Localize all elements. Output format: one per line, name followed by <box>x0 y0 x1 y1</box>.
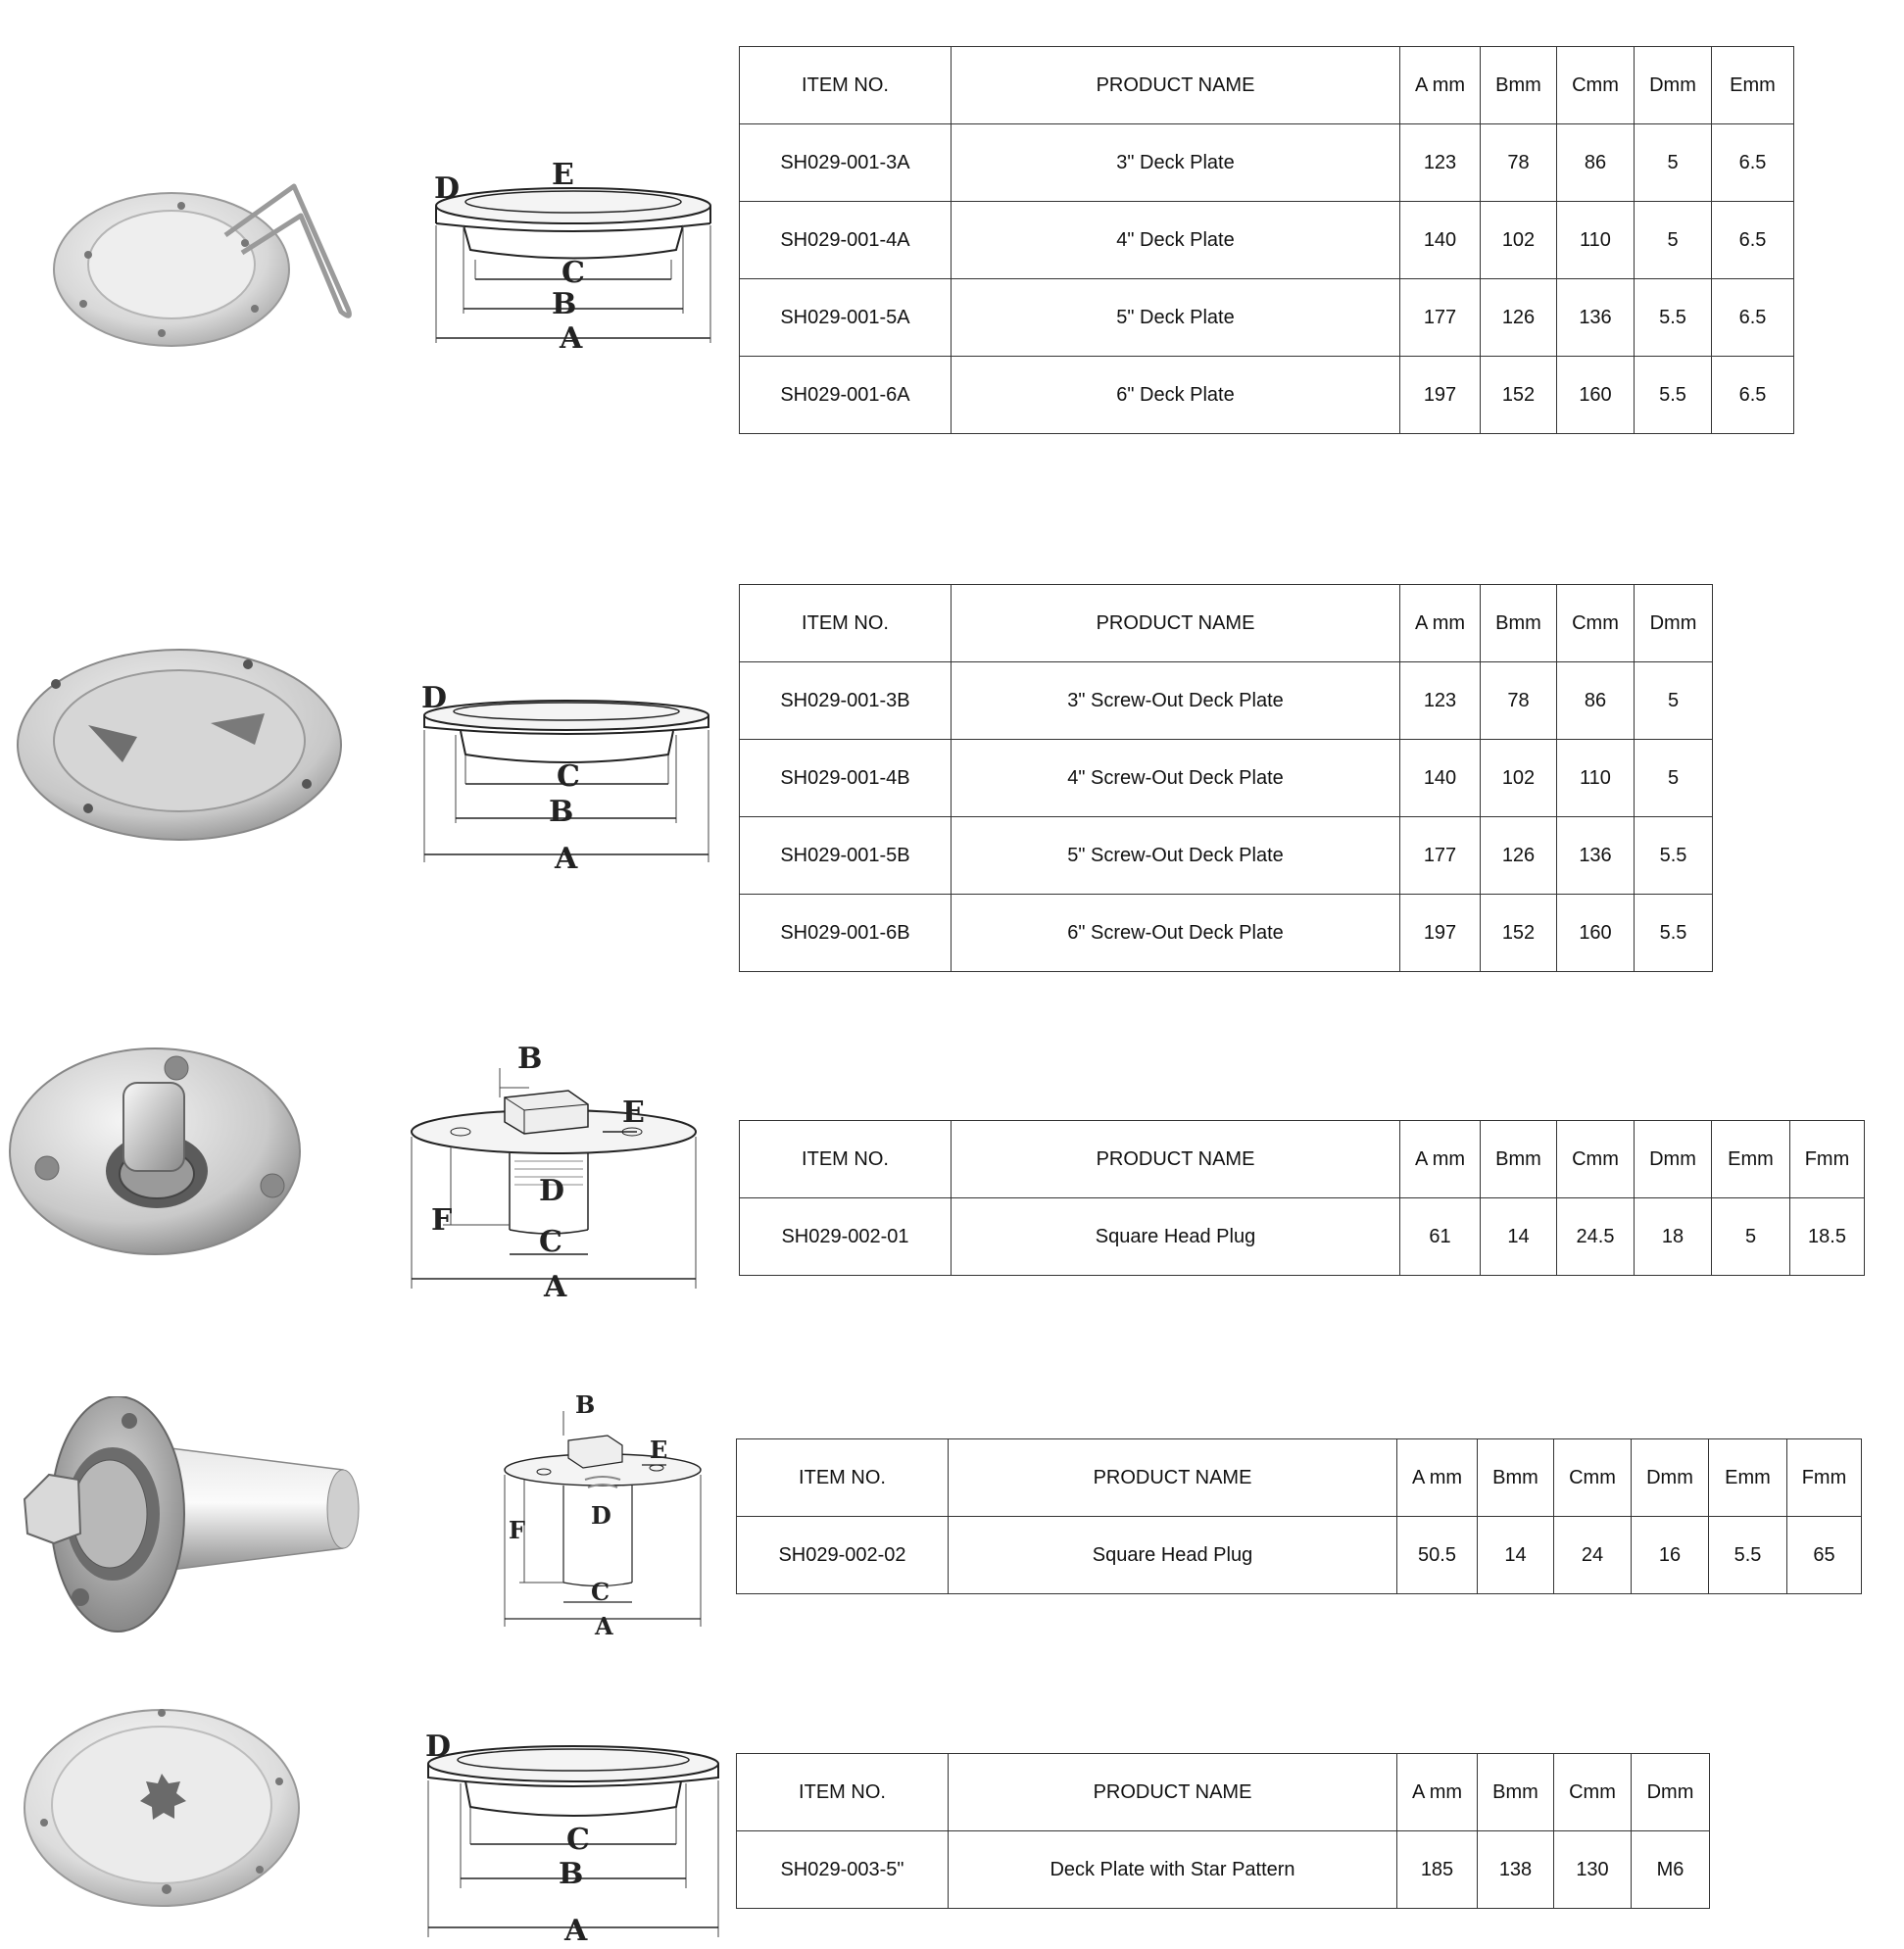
star-deck-plate-dimension-drawing-icon <box>412 1727 725 1944</box>
table-cell: Square Head Plug <box>952 1198 1400 1276</box>
table-cell: 110 <box>1557 740 1635 817</box>
table-row <box>737 1517 1862 1594</box>
table-cell: 6.5 <box>1712 357 1794 434</box>
header-cell: Emm <box>1712 47 1794 124</box>
table-cell: SH029-001-4A <box>740 202 952 279</box>
table-header-row <box>740 47 1794 124</box>
table-cell: 197 <box>1400 895 1481 972</box>
table-cell: 197 <box>1400 357 1481 434</box>
header-cell: Bmm <box>1481 1121 1557 1198</box>
header-cell: Cmm <box>1554 1754 1632 1831</box>
table-cell: 102 <box>1481 202 1557 279</box>
header-cell: A mm <box>1397 1754 1478 1831</box>
header-cell: ITEM NO. <box>737 1754 949 1831</box>
table-cell: 86 <box>1557 124 1635 202</box>
table-cell: 5.5 <box>1635 279 1712 357</box>
spec-table-long-square-head-plug <box>736 1438 1862 1594</box>
dimension-label-b: B <box>575 1391 596 1419</box>
dimension-label-d: D <box>591 1501 611 1530</box>
table-cell: 3" Deck Plate <box>952 124 1400 202</box>
header-cell: Cmm <box>1554 1439 1632 1517</box>
dimension-label-c: C <box>591 1578 610 1606</box>
table-row <box>740 662 1713 740</box>
dimension-label-b: B <box>559 1857 584 1891</box>
table-cell: 126 <box>1481 817 1557 895</box>
dimension-label-a: A <box>555 842 578 872</box>
header-cell: Dmm <box>1635 47 1712 124</box>
table-cell: Square Head Plug <box>949 1517 1397 1594</box>
table-cell: 5.5 <box>1635 817 1713 895</box>
header-cell: Bmm <box>1478 1439 1554 1517</box>
dimension-label-b: B <box>552 287 577 321</box>
table-row <box>740 817 1713 895</box>
table-row <box>740 740 1713 817</box>
table-cell: 140 <box>1400 202 1481 279</box>
header-cell: Cmm <box>1557 47 1635 124</box>
dimension-label-d: D <box>421 681 448 715</box>
table-cell: 5 <box>1712 1198 1790 1276</box>
table-cell: 160 <box>1557 357 1635 434</box>
deck-plate-dimension-drawing-icon <box>426 157 720 353</box>
header-cell: PRODUCT NAME <box>952 585 1400 662</box>
header-cell: Emm <box>1712 1121 1790 1198</box>
dimension-label-a: A <box>544 1270 567 1298</box>
table-cell: SH029-001-3B <box>740 662 952 740</box>
header-cell: ITEM NO. <box>740 585 952 662</box>
header-cell: Fmm <box>1790 1121 1865 1198</box>
table-cell: 3" Screw-Out Deck Plate <box>952 662 1400 740</box>
table-cell: SH029-001-6B <box>740 895 952 972</box>
table-cell: 18 <box>1635 1198 1712 1276</box>
header-cell: Dmm <box>1635 1121 1712 1198</box>
table-cell: M6 <box>1632 1831 1710 1909</box>
table-row <box>740 1198 1865 1276</box>
header-cell: Dmm <box>1632 1439 1709 1517</box>
dimension-label-c: C <box>539 1225 562 1259</box>
table-cell: 126 <box>1481 279 1557 357</box>
table-cell: 102 <box>1481 740 1557 817</box>
header-cell: Emm <box>1709 1439 1787 1517</box>
table-cell: 5 <box>1635 202 1712 279</box>
table-cell: 5 <box>1635 124 1712 202</box>
table-cell: 18.5 <box>1790 1198 1865 1276</box>
table-cell: SH029-001-5A <box>740 279 952 357</box>
table-cell: 14 <box>1478 1517 1554 1594</box>
square-head-plug-dimension-drawing-icon <box>402 1034 706 1298</box>
dimension-label-d: D <box>434 171 461 206</box>
dimension-label-e: E <box>622 1096 645 1130</box>
spec-table-screw-out-deck-plate <box>739 584 1713 972</box>
header-cell: A mm <box>1400 1121 1481 1198</box>
table-cell: 14 <box>1481 1198 1557 1276</box>
dimension-label-f: F <box>431 1203 453 1238</box>
dimension-label-c: C <box>566 1823 590 1857</box>
long-square-head-plug-dimension-drawing-icon <box>495 1391 715 1636</box>
star-pattern-deck-plate-icon <box>20 1705 304 1911</box>
header-cell: Fmm <box>1787 1439 1862 1517</box>
dimension-label-c: C <box>561 256 585 290</box>
header-cell: A mm <box>1400 585 1481 662</box>
table-row <box>737 1831 1710 1909</box>
table-cell: 86 <box>1557 662 1635 740</box>
table-cell: 6" Deck Plate <box>952 357 1400 434</box>
square-head-drain-plug-icon <box>8 1039 312 1259</box>
table-cell: SH029-001-5B <box>740 817 952 895</box>
header-cell: Bmm <box>1478 1754 1554 1831</box>
header-cell: A mm <box>1400 47 1481 124</box>
dimension-label-e: E <box>650 1436 668 1464</box>
table-cell: 50.5 <box>1397 1517 1478 1594</box>
table-cell: 24 <box>1554 1517 1632 1594</box>
table-cell: 61 <box>1400 1198 1481 1276</box>
table-cell: 160 <box>1557 895 1635 972</box>
spec-table-deck-plate <box>739 46 1794 434</box>
table-cell: 65 <box>1787 1517 1862 1594</box>
dimension-label-d: D <box>425 1730 452 1764</box>
long-tube-square-head-plug-icon <box>20 1396 363 1641</box>
dimension-label-b: B <box>549 795 574 829</box>
table-cell: SH029-002-02 <box>737 1517 949 1594</box>
table-cell: Deck Plate with Star Pattern <box>949 1831 1397 1909</box>
round-deck-plate-with-wire-key-icon <box>24 176 367 353</box>
table-cell: 177 <box>1400 817 1481 895</box>
header-cell: Dmm <box>1632 1754 1710 1831</box>
table-cell: 130 <box>1554 1831 1632 1909</box>
table-cell: 110 <box>1557 202 1635 279</box>
table-row <box>740 124 1794 202</box>
table-cell: SH029-001-4B <box>740 740 952 817</box>
table-cell: SH029-001-6A <box>740 357 952 434</box>
table-cell: 4" Screw-Out Deck Plate <box>952 740 1400 817</box>
spec-table-star-pattern-deck-plate <box>736 1753 1710 1909</box>
screw-out-deck-plate-dimension-drawing-icon <box>412 676 720 872</box>
header-cell: A mm <box>1397 1439 1478 1517</box>
table-cell: 78 <box>1481 662 1557 740</box>
table-cell: 5" Deck Plate <box>952 279 1400 357</box>
table-header-row <box>737 1754 1710 1831</box>
header-cell: PRODUCT NAME <box>952 1121 1400 1198</box>
header-cell: PRODUCT NAME <box>949 1439 1397 1517</box>
table-cell: 136 <box>1557 279 1635 357</box>
header-cell: ITEM NO. <box>737 1439 949 1517</box>
table-header-row <box>740 585 1713 662</box>
header-cell: PRODUCT NAME <box>952 47 1400 124</box>
table-cell: 138 <box>1478 1831 1554 1909</box>
spec-table-square-head-plug <box>739 1120 1865 1276</box>
table-cell: 152 <box>1481 357 1557 434</box>
header-cell: PRODUCT NAME <box>949 1754 1397 1831</box>
table-cell: 6.5 <box>1712 279 1794 357</box>
table-cell: 16 <box>1632 1517 1709 1594</box>
table-row <box>740 357 1794 434</box>
table-row <box>740 279 1794 357</box>
header-cell: Cmm <box>1557 1121 1635 1198</box>
table-cell: 123 <box>1400 662 1481 740</box>
header-cell: ITEM NO. <box>740 47 952 124</box>
table-cell: 4" Deck Plate <box>952 202 1400 279</box>
table-row <box>740 202 1794 279</box>
header-cell: Bmm <box>1481 47 1557 124</box>
table-row <box>740 895 1713 972</box>
table-cell: 5.5 <box>1635 895 1713 972</box>
table-cell: 5" Screw-Out Deck Plate <box>952 817 1400 895</box>
dimension-label-c: C <box>557 759 580 794</box>
table-cell: SH029-001-3A <box>740 124 952 202</box>
table-cell: 78 <box>1481 124 1557 202</box>
table-cell: 185 <box>1397 1831 1478 1909</box>
table-header-row <box>740 1121 1865 1198</box>
header-cell: Dmm <box>1635 585 1713 662</box>
table-cell: 24.5 <box>1557 1198 1635 1276</box>
table-cell: 5.5 <box>1709 1517 1787 1594</box>
header-cell: Bmm <box>1481 585 1557 662</box>
table-cell: 6.5 <box>1712 124 1794 202</box>
table-cell: 5 <box>1635 662 1713 740</box>
table-cell: 152 <box>1481 895 1557 972</box>
table-header-row <box>737 1439 1862 1517</box>
dimension-label-e: E <box>552 158 574 192</box>
dimension-label-a: A <box>560 321 583 353</box>
dimension-label-b: B <box>517 1042 543 1076</box>
table-cell: 177 <box>1400 279 1481 357</box>
table-cell: 6.5 <box>1712 202 1794 279</box>
table-cell: 5 <box>1635 740 1713 817</box>
table-cell: 123 <box>1400 124 1481 202</box>
dimension-label-a: A <box>595 1612 613 1636</box>
table-cell: 6" Screw-Out Deck Plate <box>952 895 1400 972</box>
table-cell: 136 <box>1557 817 1635 895</box>
table-cell: SH029-003-5" <box>737 1831 949 1909</box>
header-cell: Cmm <box>1557 585 1635 662</box>
table-cell: SH029-002-01 <box>740 1198 952 1276</box>
table-cell: 5.5 <box>1635 357 1712 434</box>
dimension-label-f: F <box>509 1516 526 1544</box>
dimension-label-d: D <box>539 1174 565 1208</box>
dimension-label-a: A <box>564 1914 588 1944</box>
header-cell: ITEM NO. <box>740 1121 952 1198</box>
screw-out-deck-plate-icon <box>15 647 348 843</box>
table-cell: 140 <box>1400 740 1481 817</box>
